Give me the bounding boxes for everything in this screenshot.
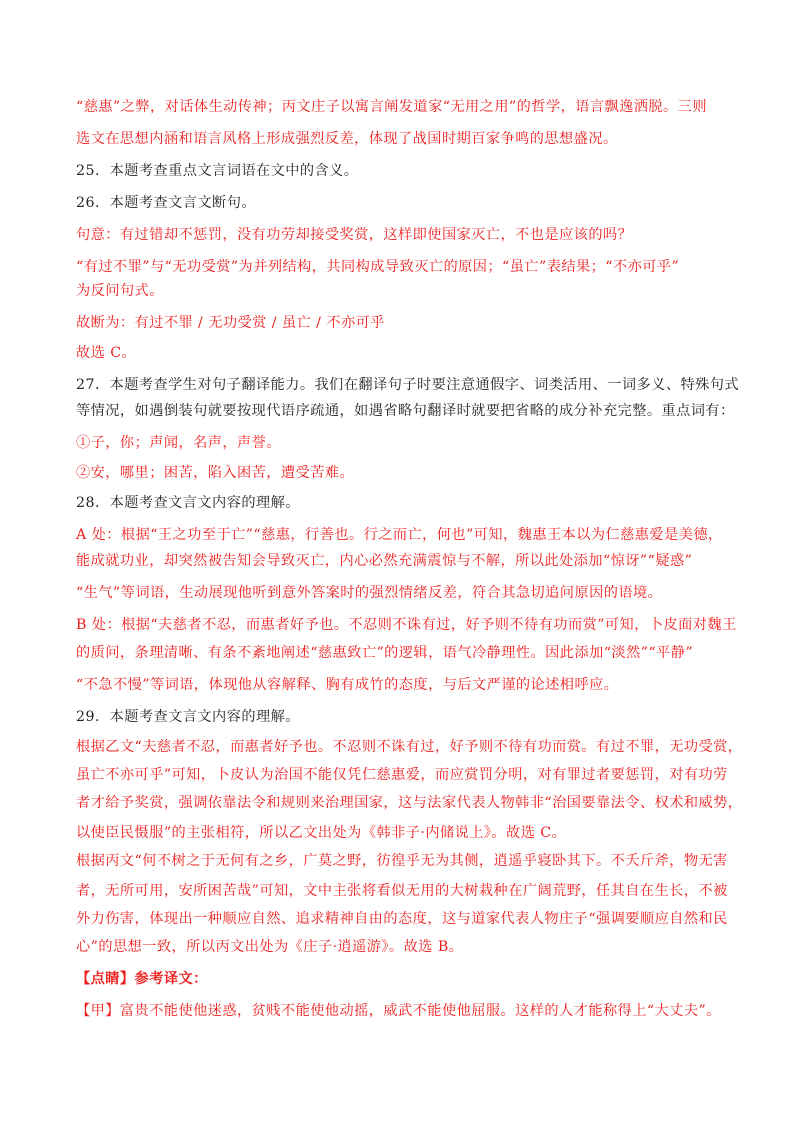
text-line: 的质问，条理清晰、有条不紊地阐述“慈惠致亡”的逻辑，语气冷静理性。因此添加“淡然”“平静” [76,645,694,661]
text-line: 故断为：有过不罪 / 无功受赏 / 虽亡 / 不亦可乎 [76,315,385,331]
text-line: 根据乙文“夫慈者不忍，而惠者好予也。不忍则不诛有过，好予则不待有功而赏。有过不罪，无功受赏， [76,739,743,755]
text-line: 句意：有过错却不惩罚，没有功劳却接受奖赏，这样即使国家灭亡，不也是应该的吗？ [76,227,633,243]
text-line: ①子，你；声闻，名声，声誉。 [76,435,281,451]
question-heading: 26．本题考查文言文断句。 [76,195,256,211]
translation-line: 【甲】富贵不能使他迷惑，贫贱不能使他动摇，威武不能使他屈服。这样的人才能称得上“大丈夫”。 [76,1003,721,1019]
text-line: 以使臣民慑服”的主张相符，所以乙文出处为《韩非子·内储说上》。故选 C。 [76,825,567,841]
text-line: “有过不罪”与“无功受赏”为并列结构，共同构成导致灭亡的原因；“虽亡”表结果；“不亦可乎” [76,259,680,275]
text-line: “慈惠”之弊，对话体生动传神；丙文庄子以寓言阐发道家“无用之用”的哲学，语言飘逸洒脱。三则 [76,99,707,115]
text-line: B 处：根据“夫慈者不忍，而惠者好予也。不忍则不诛有过，好予则不待有功而赏”可知，卜皮面对魏王 [76,617,737,633]
text-line: 选文在思想内涵和语言风格上形成强烈反差，体现了战国时期百家争鸣的思想盛况。 [76,131,618,147]
text-line: 等情况，如遇倒装句就要按现代语序疏通，如遇省略句翻译时就要把省略的成分补充完整。重点词有： [76,403,735,419]
text-line: ②安，哪里；困苦，陷入困苦，遭受苦难。 [76,465,355,481]
text-line: A 处：根据“王之功至于亡”“慈惠，行善也。行之而亡，何也”可知，魏惠王本以为仁慈惠爱是美德， [76,527,723,543]
text-line: 者，无所可用，安所困苦哉”可知，文中主张将看似无用的大树栽种在广阔荒野，任其自在生长，不被 [76,883,728,899]
text-line: 为反问句式。 [76,283,164,299]
question-heading: 28．本题考查文言文内容的理解。 [76,495,300,511]
question-heading: 27．本题考查学生对句子翻译能力。我们在翻译句子时要注意通假字、词类活用、一词多义、特殊句式 [76,377,740,393]
text-line: 故选 C。 [76,345,137,361]
text-line: “不急不慢”等词语，体现他从容解释、胸有成竹的态度，与后文严谨的论述相呼应。 [76,677,619,693]
text-line: 者才给予奖赏，强调依靠法令和规则来治理国家，这与法家代表人物韩非“治国要靠法令、权术和威势， [76,795,743,811]
question-heading: 29．本题考查文言文内容的理解。 [76,709,300,725]
text-line: “生气”等词语，生动展现他听到意外答案时的强烈情绪反差，符合其急切追问原因的语境。 [76,585,663,601]
text-line: 能成就功业，却突然被告知会导致灭亡，内心必然充满震惊与不解，所以此处添加“惊讶”“疑惑” [76,553,693,569]
text-line: 根据丙文“何不树之于无何有之乡，广莫之野，彷徨乎无为其侧，逍遥乎寝卧其下。不夭斤斧，物无害 [76,853,728,869]
text-line: 虽亡不亦可乎”可知，卜皮认为治国不能仅凭仁慈惠爱，而应赏罚分明，对有罪过者要惩罚，对有功劳 [76,767,728,783]
text-line: 外力伤害，体现出一种顺应自然、追求精神自由的态度，这与道家代表人物庄子“强调要顺应自然和民 [76,911,728,927]
annotation-heading: 【点睛】参考译文： [76,971,208,987]
text-line: 心”的思想一致，所以丙文出处为《庄子·逍遥游》。故选 B。 [76,939,464,955]
question-heading: 25．本题考查重点文言词语在文中的含义。 [76,163,359,179]
